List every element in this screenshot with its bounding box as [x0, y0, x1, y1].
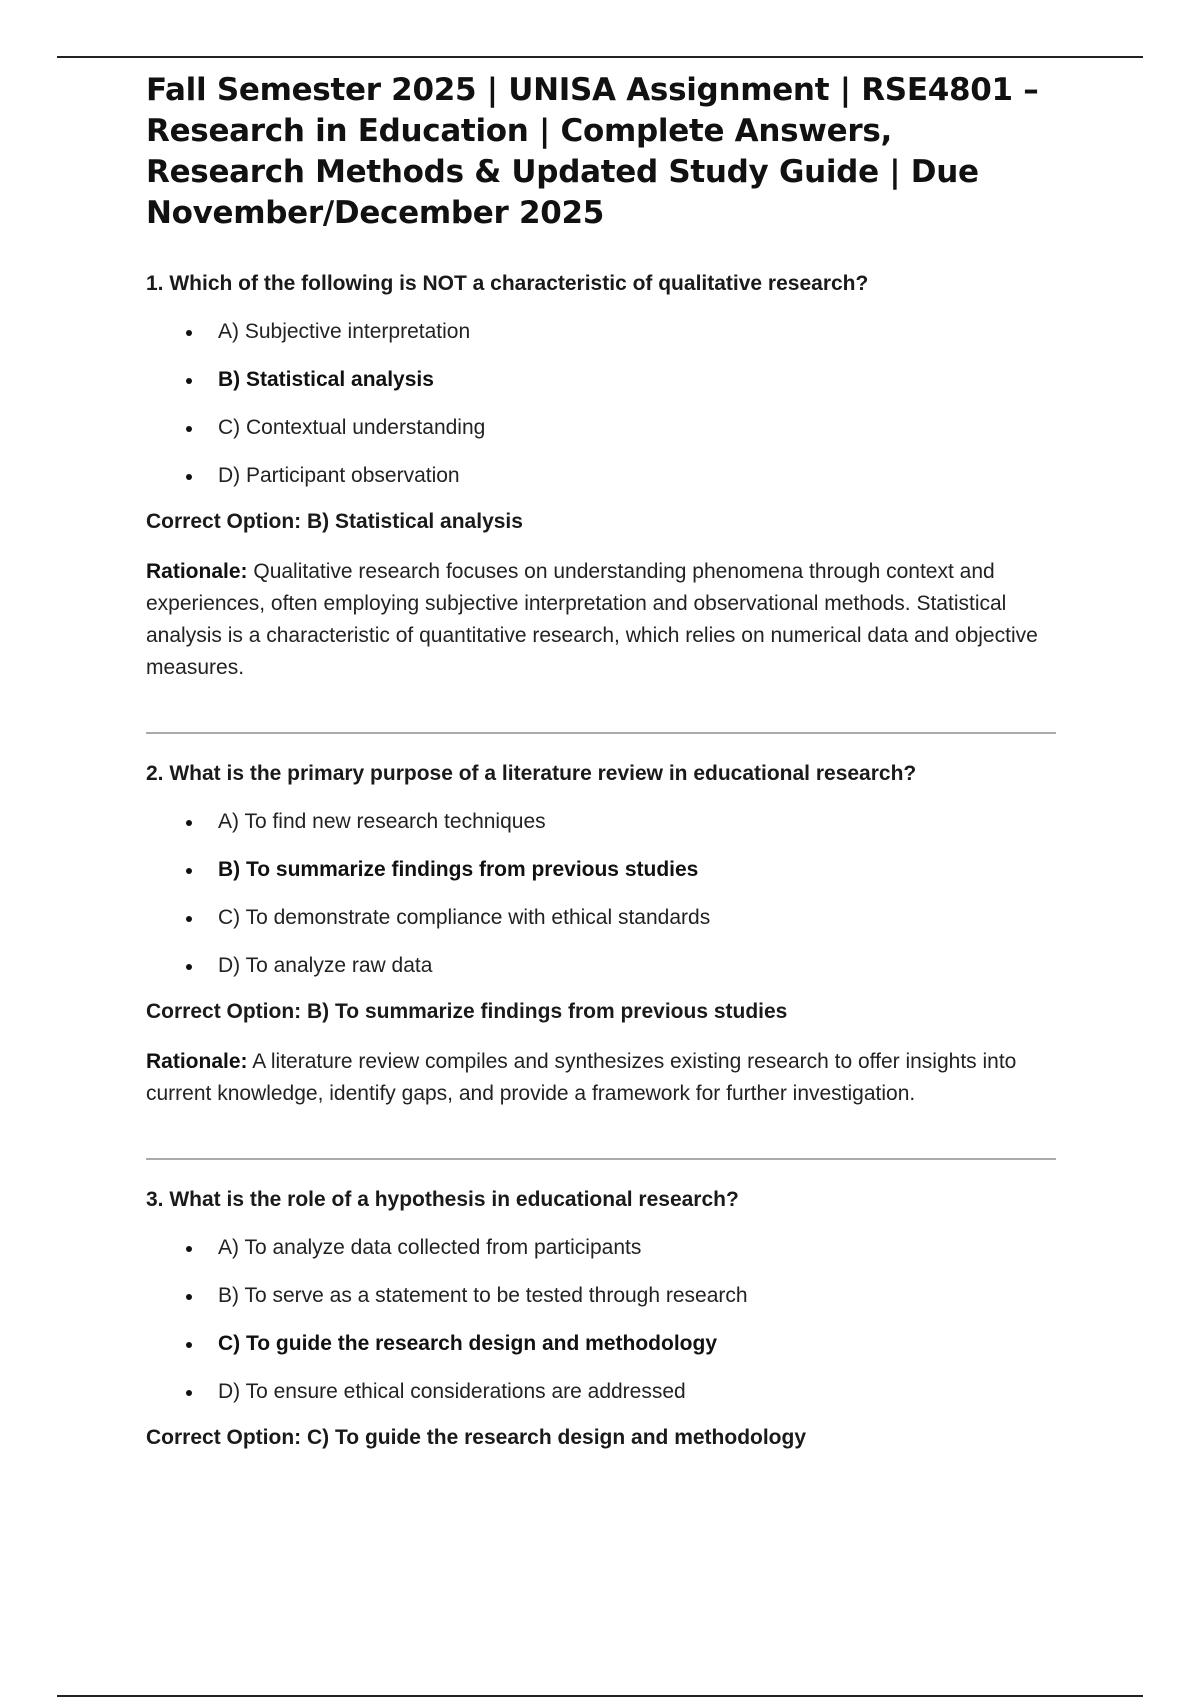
- bullet-icon: [186, 474, 192, 480]
- question-2-correct-option: Correct Option: B) To summarize findings from previous studies: [146, 1000, 788, 1023]
- question-3-text: 3. What is the role of a hypothesis in educational research?: [146, 1188, 739, 1211]
- bullet-icon: [186, 1294, 192, 1300]
- bullet-icon: [186, 1246, 192, 1252]
- question-2-option-c: C) To demonstrate compliance with ethical standards: [146, 904, 1056, 932]
- bottom-page-rule: [57, 1695, 1143, 1697]
- document-body: [146, 70, 1056, 1472]
- question-2-option-a: A) To find new research techniques: [146, 808, 1056, 836]
- top-page-rule: [57, 56, 1143, 58]
- question-1-option-c: C) Contextual understanding: [146, 414, 1056, 442]
- question-2-text: 2. What is the primary purpose of a literature review in educational research?: [146, 762, 917, 785]
- question-2-rationale: Rationale: A literature review compiles and synthesizes existing research to offer insights into current knowledge, identify gaps, and provide a framework for further investigation.: [146, 1050, 1017, 1105]
- question-3-options: [146, 1234, 1056, 1406]
- question-1-option-d: D) Participant observation: [146, 462, 1056, 490]
- question-1-options: [146, 318, 1056, 490]
- question-block-2: [146, 760, 1056, 1110]
- document-title: Fall Semester 2025 | UNISA Assignment | RSE4801 – Research in Education | Complete Answers, Research Methods & Updated Study Guide | Due November/December 2025: [146, 72, 1039, 231]
- bullet-icon: [186, 1342, 192, 1348]
- bullet-icon: [186, 868, 192, 874]
- bullet-icon: [186, 426, 192, 432]
- question-2-option-b: B) To summarize findings from previous studies: [146, 856, 1056, 884]
- bullet-icon: [186, 820, 192, 826]
- question-1-correct-option: Correct Option: B) Statistical analysis: [146, 510, 523, 533]
- question-2-options: [146, 808, 1056, 980]
- question-1-option-b: B) Statistical analysis: [146, 366, 1056, 394]
- question-3-correct-option: Correct Option: C) To guide the research design and methodology: [146, 1426, 807, 1449]
- bullet-icon: [186, 964, 192, 970]
- bullet-icon: [186, 916, 192, 922]
- bullet-icon: [186, 1390, 192, 1396]
- question-3-option-d: D) To ensure ethical considerations are addressed: [146, 1378, 1056, 1406]
- question-3-option-a: A) To analyze data collected from participants: [146, 1234, 1056, 1262]
- question-block-3: [146, 1186, 1056, 1452]
- question-3-option-b: B) To serve as a statement to be tested through research: [146, 1282, 1056, 1310]
- question-1-text: 1. Which of the following is NOT a characteristic of qualitative research?: [146, 272, 869, 295]
- question-1-option-a: A) Subjective interpretation: [146, 318, 1056, 346]
- bullet-icon: [186, 330, 192, 336]
- question-block-1: [146, 270, 1056, 684]
- question-2-option-d: D) To analyze raw data: [146, 952, 1056, 980]
- section-divider: [146, 1158, 1056, 1160]
- section-divider: [146, 732, 1056, 734]
- question-3-option-c: C) To guide the research design and methodology: [146, 1330, 1056, 1358]
- question-1-rationale: Rationale: Qualitative research focuses on understanding phenomena through context and experiences, often employing subjective interpretation and observational methods. Statistical analysis is a characteristic of quantitative research, which relies on numerical data and objective measures.: [146, 560, 1038, 679]
- bullet-icon: [186, 378, 192, 384]
